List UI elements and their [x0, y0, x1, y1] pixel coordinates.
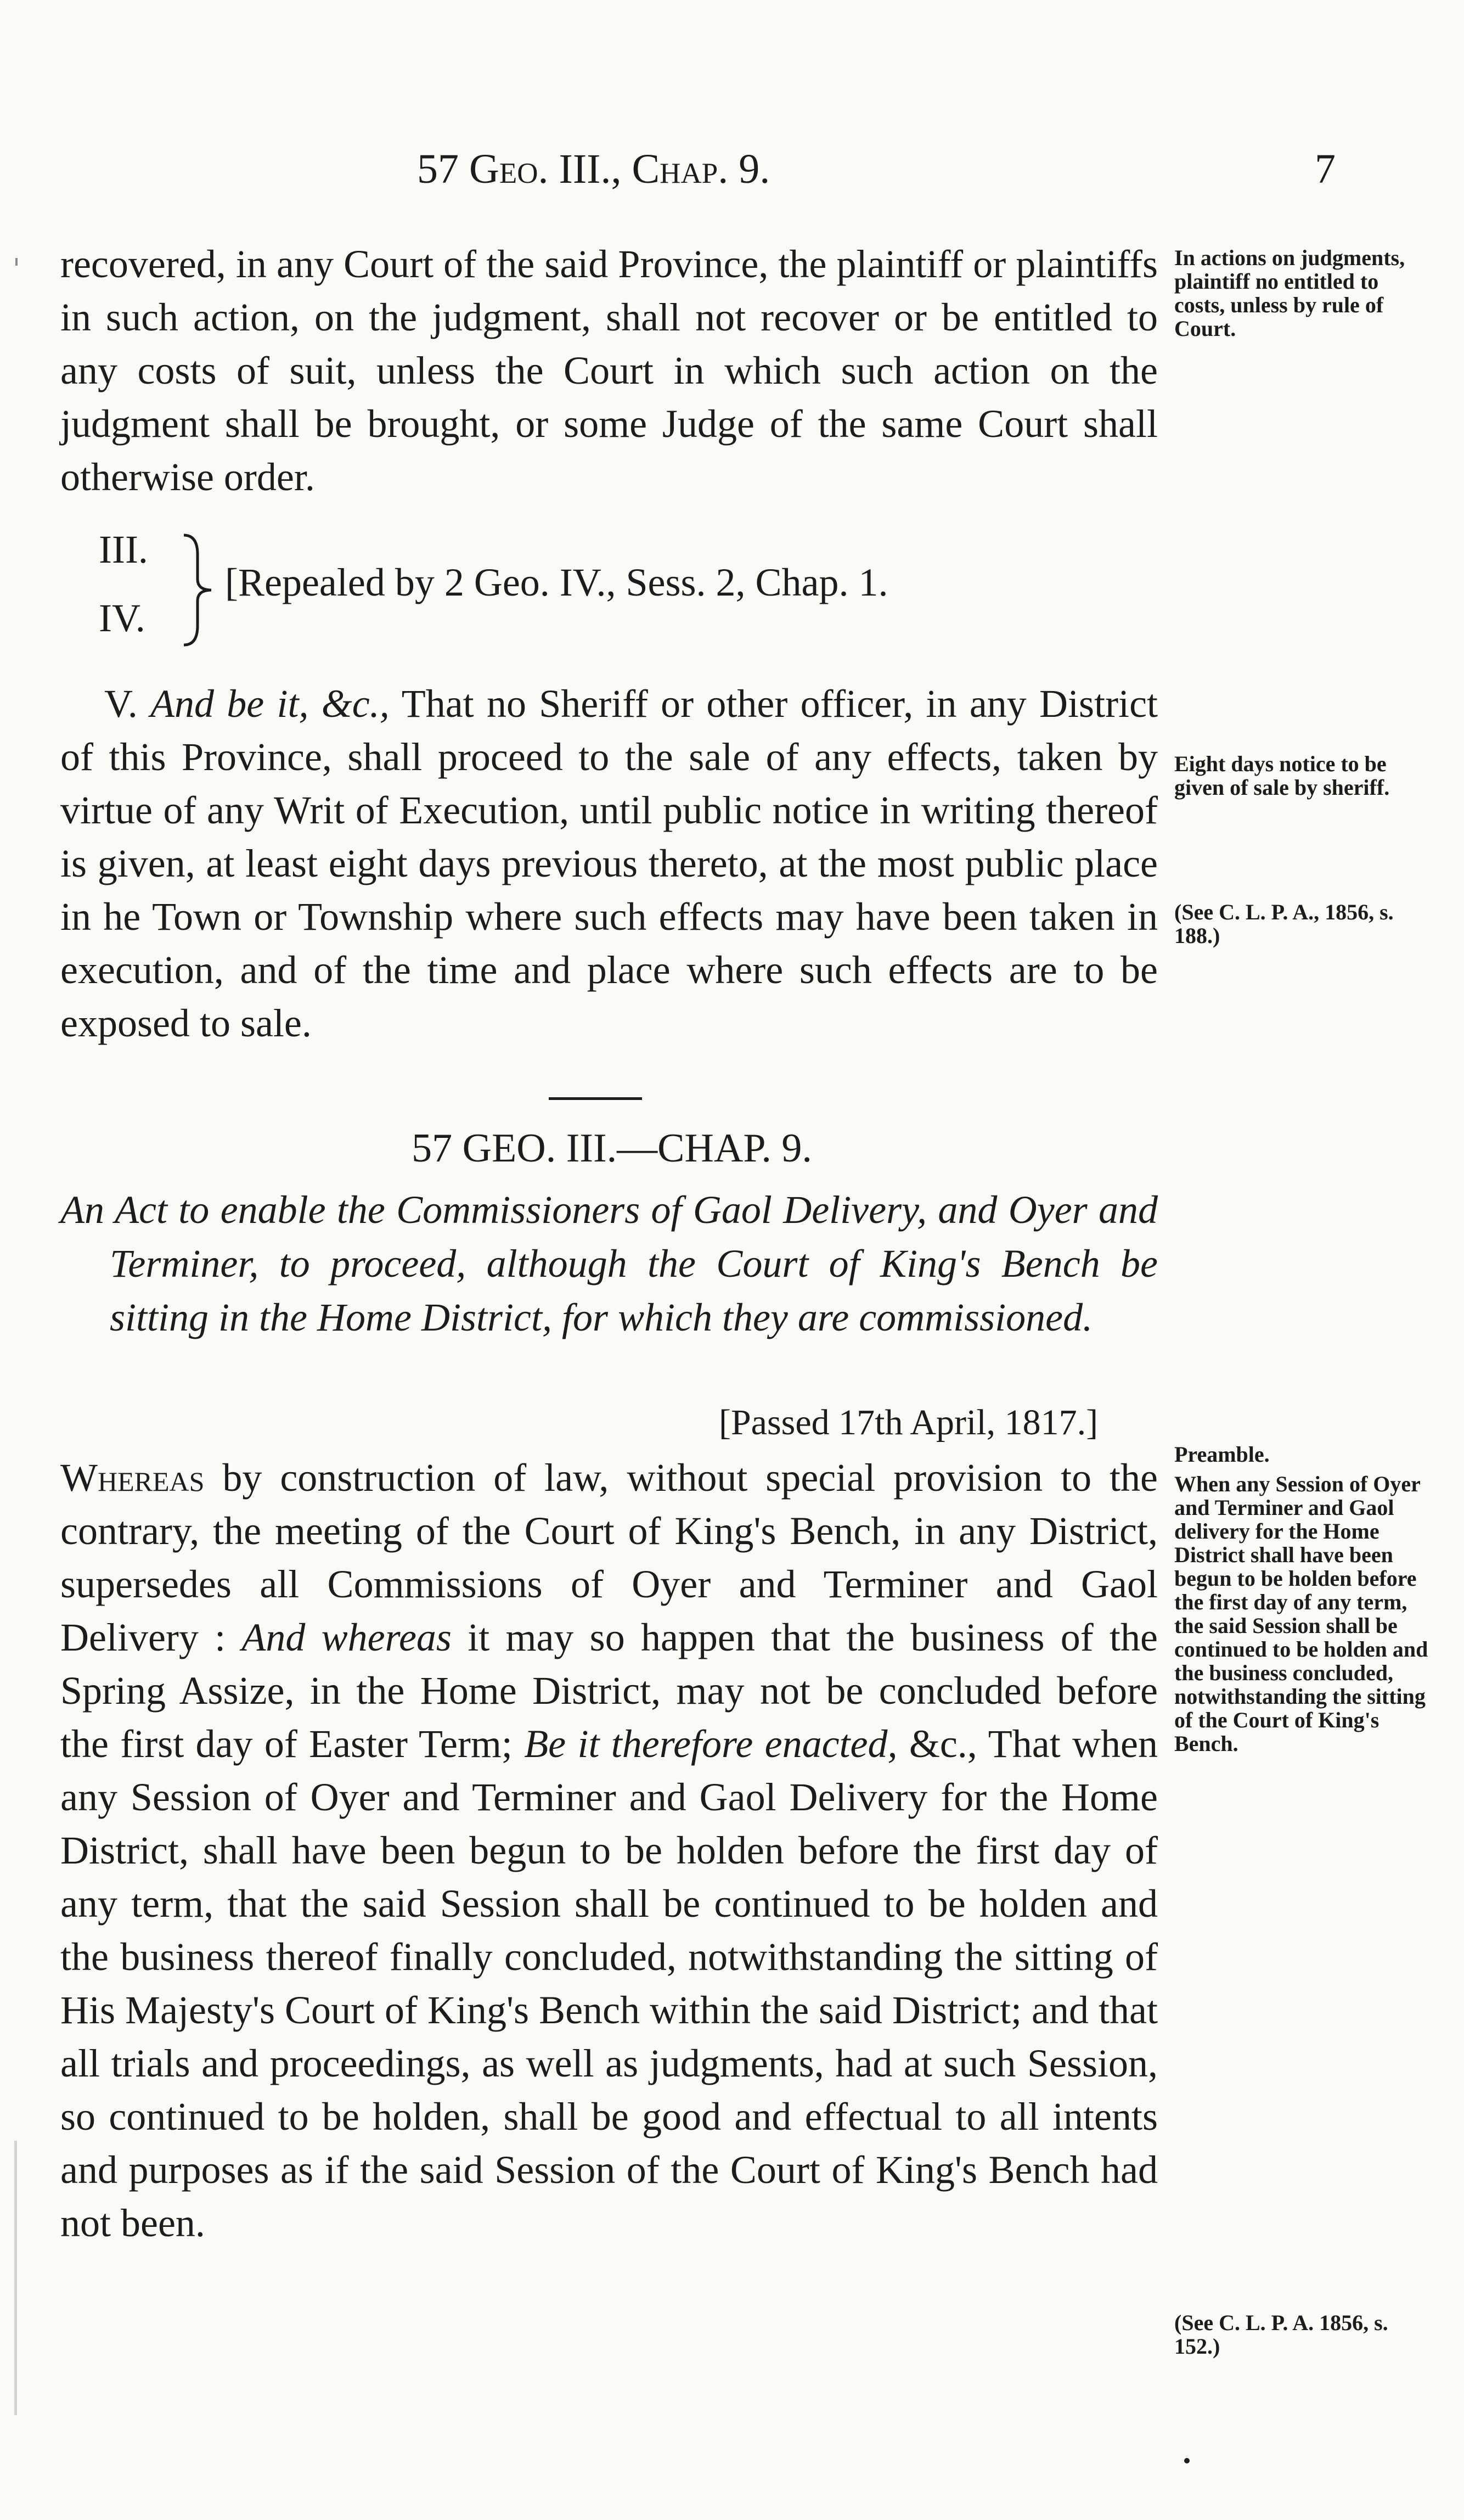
section-divider	[549, 1097, 642, 1100]
section-5-enacting-words: And be it, &c.,	[150, 682, 390, 726]
margin-note-cross-reference: (See C. L. P. A., 1856, s. 188.)	[1174, 900, 1394, 948]
margin-note-cross-reference-2: (See C. L. P. A. 1856, s. 152.)	[1174, 2310, 1388, 2359]
chapter-heading: 57 GEO. III.—CHAP. 9.	[412, 1126, 812, 1171]
whereas-paragraph: Whereas by construction of law, without special provision to the contrary, the meeting of the Court of King's Bench, in any District, supersedes all Commissions of Oyer and Terminer and Gaol Delivery : And whereas it may so happen that the business of the Spring Assize, in the Home District, may not be concluded before the first day of Easter Term; Be it therefore enacted, &c., That when any Session of Oyer and Terminer and Gaol Delivery for the Home District, shall have been begun to be holden before the first day of any term, that the said Session shall be continued to be holden and the business thereof finally concluded, notwithstanding the sitting of His Majesty's Court of King's Bench within the said District; and that all trials and proceedings, as well as judgments, had at such Session, so continued to be holden, shall be good and effectual to all intents and purposes as if the said Session of the Court of King's Bench had not been.	[60, 1456, 1158, 2245]
edge-binding-shadow	[14, 2141, 17, 2415]
act-title-text: An Act to enable the Commissioners of Gaol Delivery, and Oyer and Terminer, to proceed, although the Court of King's Bench be sitting in the Home District, for which they are commissioned.	[60, 1188, 1158, 1339]
whereas-section	[60, 1451, 1158, 2250]
brace-icon	[181, 532, 214, 648]
section-5-number: V.	[104, 682, 138, 726]
act-title	[60, 1183, 1158, 1344]
repeal-note: [Repealed by 2 Geo. IV., Sess. 2, Chap. 1.	[225, 560, 888, 604]
section-5-paragraph	[60, 677, 1158, 1050]
margin-note-session: When any Session of Oyer and Terminer and Gaol delivery for the Home District shall have been begun to be holden before the first day of any term, the said Session shall be continued to be holden and the business concluded, notwithstanding the sitting of the Court of King's Bench.	[1174, 1472, 1428, 1756]
margin-note-sale-notice: Eight days notice to be given of sale by sheriff.	[1174, 751, 1390, 800]
repealed-sections	[99, 527, 1086, 653]
margin-note-preamble: Preamble.	[1174, 1442, 1270, 1467]
page-number: 7	[1315, 146, 1336, 192]
whereas-lead: Whereas	[60, 1456, 205, 1500]
margin-note-costs: In actions on judgments, plaintiff no entitled to costs, unless by rule of Court.	[1174, 245, 1405, 341]
section-5	[60, 677, 1158, 1050]
section-number-iv: IV.	[99, 596, 145, 640]
section-continuation-text: recovered, in any Court of the said Province, the plaintiff or plaintiffs in such action, on the judgment, shall not recover or be entitled to any costs of suit, unless the Court in which such action on the judgment shall be brought, or some Judge of the same Court shall otherwise order.	[60, 242, 1158, 499]
section-number-iii: III.	[99, 527, 148, 571]
section-continuation	[60, 238, 1158, 504]
page-header	[0, 145, 1464, 211]
running-head: 57 Geo. III., Chap. 9.	[417, 146, 770, 192]
edge-speck	[15, 258, 18, 266]
passed-date: [Passed 17th April, 1817.]	[719, 1402, 1099, 1443]
ink-dot	[1184, 2458, 1190, 2463]
section-5-text: That no Sheriff or other officer, in any District of this Province, shall proceed to the sale of any effects, taken by virtue of any Writ of Execution, until public notice in writing thereof is given, at least eight days previous thereto, at the most public place in he Town or Township where such effects may have been taken in execution, and of the time and place where such effects are to be exposed to sale.	[60, 682, 1158, 1045]
